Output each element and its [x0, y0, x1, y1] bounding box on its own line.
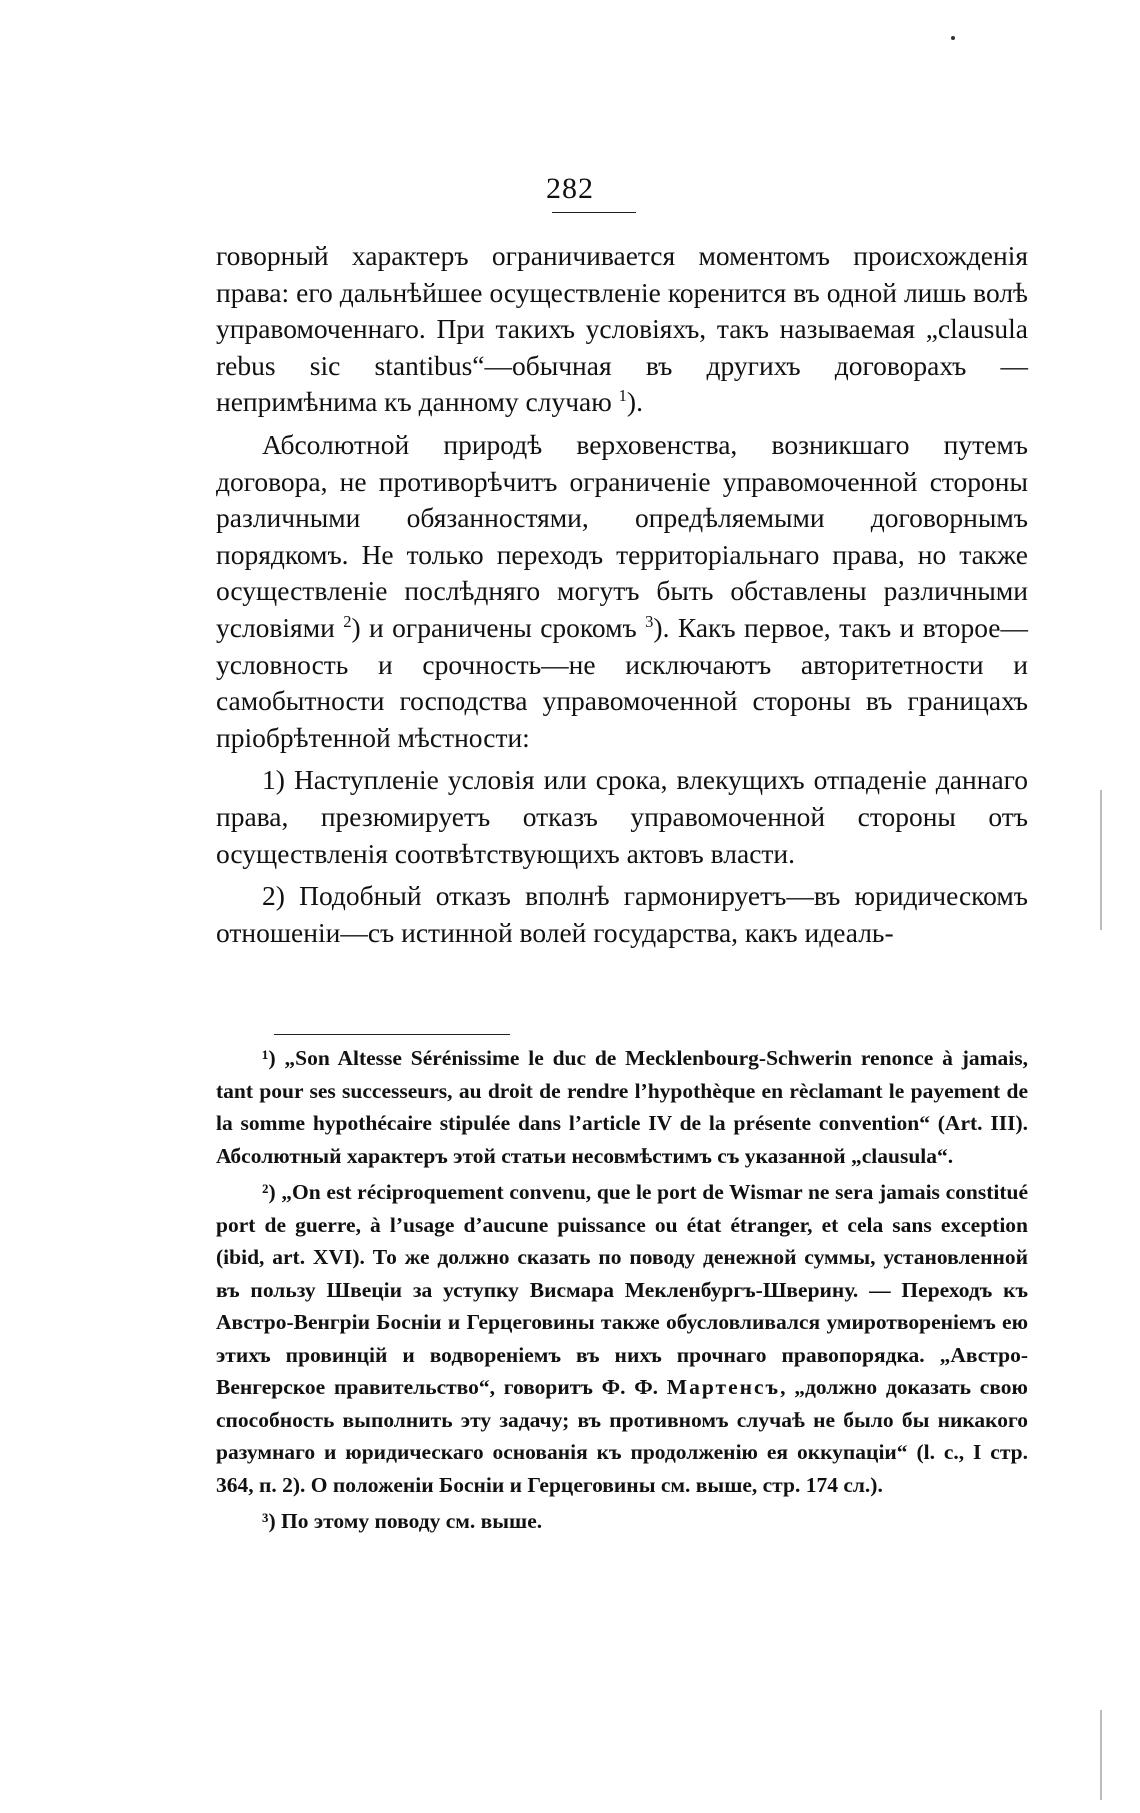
footnote-marker: 1 [618, 386, 627, 406]
footnote-2-text: „On est réciproquement convenu, que le port de Wismar ne sera jamais constitué port de guerre, à l’usage d’aucune puissance ou état étranger, et cela sans exception (ibid, art. XVI). То же должно сказать по поводу денежной суммы, установленной въ пользу Швеціи за уступку Висмара Мекленбургъ-Шверину. — Переходъ къ Австро-Венгріи Босніи и Герцеговины также обусловливался умиротвореніемъ ею этихъ провинцій и водвореніемъ въ нихъ прочнаго правопорядка. „Австро-Венгерское правительство“, говоритъ Ф. Ф. [216, 1180, 1029, 1399]
paragraph-2-text-c: . Какъ первое, такъ и второе—условность и срочность—не исключаютъ авторитетности и самобытности господства управомоченной стороны въ границахъ пріобрѣтенной мѣстности: [216, 611, 1028, 753]
page-number: 282 [546, 172, 594, 205]
margin-scan-line [1100, 790, 1102, 930]
footnote-2-marker: ²) [262, 1180, 276, 1204]
stray-dot [951, 36, 955, 40]
main-text [216, 238, 1028, 951]
footnote-2 [216, 1176, 1028, 1501]
footnote-1-marker: ¹) [262, 1046, 276, 1070]
paragraph-2-text: Абсолютной природѣ верховенства, возникшаго путемъ договора, не противорѣчитъ ограниченіе управомоченной стороны различными обязанностями, опредѣляемыми договорнымъ порядкомъ. Не только переходъ территоріальнаго права, но также осуществленіе послѣдняго могутъ быть обставлены различными условіями [216, 428, 1028, 643]
footnote-3-marker: ³) [262, 1509, 276, 1533]
paragraph-3: 1) Наступленіе условія или срока, влекущихъ отпаденіе даннаго права, презюмируетъ отказъ управомоченной стороны отъ осуществленія соотвѣтствующихъ актовъ власти. [216, 764, 1028, 869]
paragraph-2-text-b: и ограничены срокомъ [369, 611, 637, 643]
footnote-marker: 3 [645, 611, 654, 631]
paragraph-1: говорный характеръ ограничивается моментомъ происхожденія права: его дальнѣйшее осуществленіе коренится въ одной лишь волѣ управомоченнаго. При такихъ условіяхъ, такъ называемая „clausula rebus sic stantibus“—обычная въ другихъ договорахъ — непримѣнима къ данному случаю $^1$). [216, 240, 1028, 418]
footnote-3 [216, 1505, 1028, 1538]
footnote-1 [216, 1042, 1028, 1172]
footnote-2-author: Мартенсъ [666, 1375, 781, 1399]
footnote-marker: 2 [343, 611, 352, 631]
margin-scan-line [1100, 1710, 1102, 1800]
paragraph-1-text: говорный характеръ ограничивается моментомъ происхожденія права: его дальнѣйшее осуществленіе коренится въ одной лишь волѣ управомоченнаго. При такихъ условіяхъ, такъ называемая „clausula rebus sic stantibus“—обычная въ другихъ договорахъ — непримѣнима къ данному случаю [216, 240, 1028, 418]
footnote-1-text: „Son Altesse Sérénissime le duc de Mecklenbourg-Schwerin renonce à jamais, tant pour ses successeurs, au droit de rendre l’hypothèque en rèclamant le payement de la somme hypothécaire stipulée dans l’article IV de la présente convention“ (Art. III). Абсолютный характеръ этой статьи несовмѣстимъ съ указанной „clausula“. [216, 1046, 1028, 1168]
footnotes [216, 1042, 1028, 1538]
footnote-2-text-end: , „должно доказать свою способность выполнить эту задачу; въ противномъ случаѣ не было бы никакого разумнаго и юридическаго основанія къ продолженію ея оккупаціи“ (l. c., I стр. 364, п. 2). О положеніи Босніи и Герцеговины см. выше, стр. 174 сл.). [216, 1375, 1028, 1497]
footnote-3-text: По этому поводу см. выше. [280, 1509, 543, 1533]
paragraph-4: 2) Подобный отказъ вполнѣ гармонируетъ—въ юридическомъ отношеніи—съ истинной волей государства, какъ идеаль- [216, 880, 1028, 948]
page-number-rule [552, 212, 636, 213]
footnote-separator [274, 1034, 510, 1035]
paragraph-2: Абсолютной природѣ верховенства, возникшаго путемъ договора, не противорѣчитъ ограниченіе управомоченной стороны различными обязанностями, опредѣляемыми договорнымъ порядкомъ. Не только переходъ территоріальнаго права, но также осуществленіе послѣдняго могутъ быть обставлены различными условіями $^2$) и ограничены срокомъ $^3$). Какъ первое, такъ и второе—условность и срочность—не исключаютъ авторитетности и самобытности господства управомоченной стороны въ границахъ пріобрѣтенной мѣстности: [216, 428, 1028, 753]
